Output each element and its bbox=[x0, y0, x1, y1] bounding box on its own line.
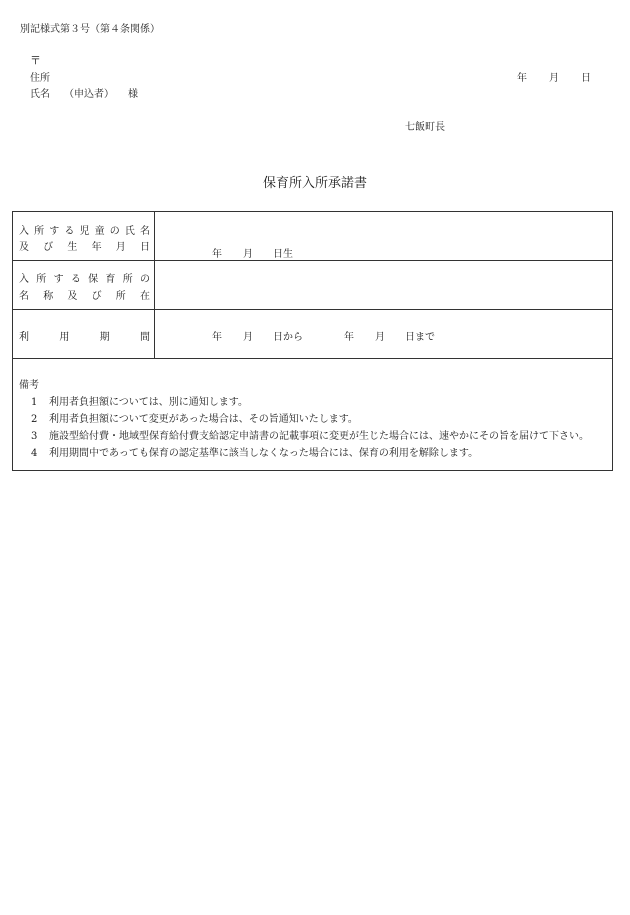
from-day: 日から bbox=[273, 332, 303, 343]
remark-text: 利用者負担額については、別に通知します。 bbox=[49, 397, 248, 408]
address-label: 住所 bbox=[30, 73, 50, 84]
label-char: す bbox=[53, 274, 64, 285]
label-char: 所 bbox=[115, 291, 126, 302]
page-title: 保育所入所承諾書 bbox=[262, 176, 367, 191]
from-month: 月 bbox=[243, 332, 253, 343]
form-table bbox=[12, 211, 613, 471]
label-char: 入 bbox=[19, 226, 29, 237]
label-char: 在 bbox=[139, 291, 150, 302]
remarks-title: 備考 bbox=[19, 380, 39, 391]
remark-number: 4 bbox=[31, 448, 38, 459]
honorific: 様 bbox=[128, 89, 138, 100]
form-number: 別記様式第３号（第４条関係） bbox=[20, 24, 160, 35]
remark-text: 利用期間中であっても保育の認定基準に該当しなくなった場合には、保育の利用を解除します。 bbox=[49, 448, 479, 459]
label-char: 日 bbox=[139, 242, 150, 253]
remark-item-4 bbox=[31, 444, 478, 459]
remark-item-3 bbox=[31, 427, 589, 442]
from-year: 年 bbox=[212, 332, 222, 343]
child-label-line1 bbox=[19, 222, 150, 237]
label-char: 保 bbox=[88, 274, 99, 285]
label-char: 利 bbox=[19, 332, 29, 343]
label-char: び bbox=[43, 242, 54, 253]
label-char: 入 bbox=[19, 274, 29, 285]
label-char: び bbox=[91, 291, 102, 302]
label-char: 所 bbox=[34, 226, 45, 237]
child-label-line2 bbox=[19, 238, 150, 253]
facility-label-line2 bbox=[19, 287, 150, 302]
label-char: 月 bbox=[115, 242, 126, 253]
label-char: 生 bbox=[67, 242, 78, 253]
label-char: 氏 bbox=[124, 226, 135, 237]
remark-text: 施設型給付費・地域型保育給付費支給認定申請書の記載事項に変更が生じた場合には、速やかにその旨を届けて下さい。 bbox=[49, 431, 589, 442]
label-char: 所 bbox=[36, 274, 47, 285]
birth-month: 月 bbox=[243, 249, 253, 260]
facility-label-line1 bbox=[19, 270, 150, 285]
applicant-label: （申込者） bbox=[64, 89, 114, 100]
remark-text: 利用者負担額について変更があった場合は、その旨通知いたします。 bbox=[49, 414, 358, 425]
issue-date bbox=[517, 69, 591, 84]
birth-day: 日生 bbox=[273, 249, 293, 260]
label-char: 童 bbox=[94, 226, 105, 237]
date-month: 月 bbox=[549, 73, 559, 84]
remark-number: 1 bbox=[31, 397, 38, 408]
label-char: の bbox=[139, 274, 150, 285]
name-line bbox=[30, 85, 152, 100]
date-year: 年 bbox=[517, 73, 527, 84]
label-char: 年 bbox=[91, 242, 102, 253]
postal-mark: 〒 bbox=[30, 54, 41, 67]
to-day: 日まで bbox=[405, 332, 435, 343]
mayor-signature: 七飯町長 bbox=[405, 122, 445, 133]
label-char: 及 bbox=[67, 291, 78, 302]
label-char: 名 bbox=[19, 291, 29, 302]
label-char: 期 bbox=[99, 332, 110, 343]
label-char: る bbox=[70, 274, 81, 285]
label-char: 児 bbox=[79, 226, 90, 237]
label-char: 間 bbox=[139, 332, 150, 343]
label-char: 用 bbox=[59, 332, 70, 343]
remark-number: 2 bbox=[31, 414, 38, 425]
birth-year: 年 bbox=[212, 249, 222, 260]
label-char: す bbox=[49, 226, 60, 237]
label-char: 及 bbox=[19, 242, 29, 253]
period-label-cell bbox=[13, 310, 155, 358]
remark-number: 3 bbox=[31, 431, 38, 442]
period-row bbox=[13, 310, 612, 359]
name-label: 氏名 bbox=[30, 89, 50, 100]
label-char: 所 bbox=[122, 274, 133, 285]
child-label-cell bbox=[13, 212, 155, 260]
label-char: の bbox=[109, 226, 120, 237]
to-month: 月 bbox=[375, 332, 385, 343]
date-day: 日 bbox=[581, 73, 591, 84]
remark-item-1 bbox=[31, 393, 248, 408]
facility-row bbox=[13, 261, 612, 310]
child-row bbox=[13, 212, 612, 261]
label-char: 称 bbox=[43, 291, 54, 302]
facility-label-cell bbox=[13, 261, 155, 309]
to-year: 年 bbox=[344, 332, 354, 343]
period-label bbox=[19, 328, 150, 343]
label-char: る bbox=[64, 226, 75, 237]
label-char: 育 bbox=[105, 274, 116, 285]
label-char: 名 bbox=[140, 226, 150, 237]
remark-item-2 bbox=[31, 410, 358, 425]
